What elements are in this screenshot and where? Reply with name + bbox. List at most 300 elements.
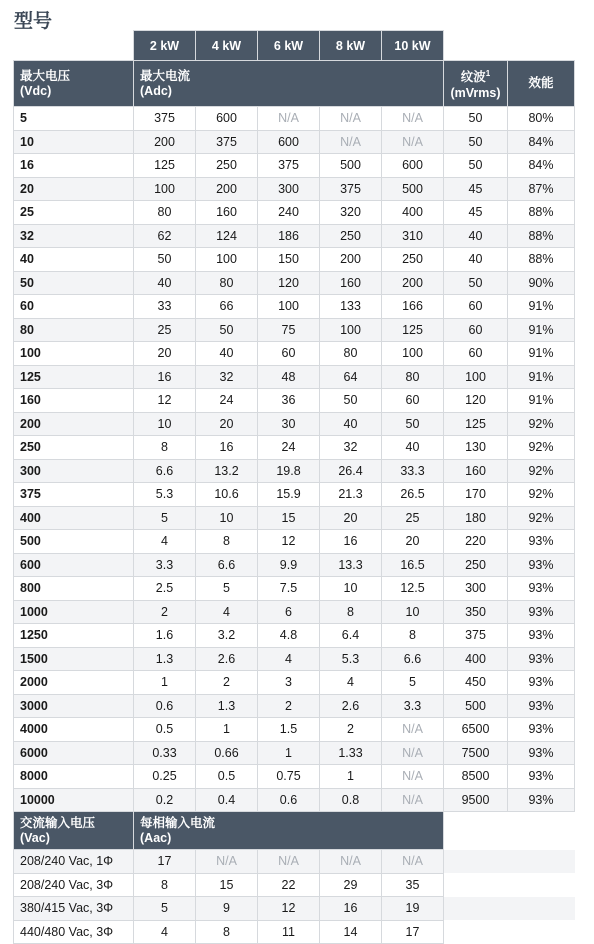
- current-cell: 120: [258, 271, 320, 295]
- current-cell: 19.8: [258, 459, 320, 483]
- current-cell: 12.5: [382, 577, 444, 601]
- ripple-cell: 7500: [444, 741, 508, 765]
- voltage-cell: 375: [14, 483, 134, 507]
- current-cell: 24: [196, 389, 258, 413]
- efficiency-cell: 84%: [508, 130, 575, 154]
- voltage-cell: 60: [14, 295, 134, 319]
- current-cell: 375: [258, 154, 320, 178]
- current-cell: 300: [258, 177, 320, 201]
- current-cell: 36: [258, 389, 320, 413]
- voltage-cell: 800: [14, 577, 134, 601]
- current-cell: 10: [196, 506, 258, 530]
- efficiency-cell: 88%: [508, 201, 575, 225]
- voltage-cell: 5: [14, 107, 134, 131]
- current-cell: 4: [320, 671, 382, 695]
- current-cell: 0.5: [196, 765, 258, 789]
- page-title: 型号: [14, 10, 53, 32]
- voltage-cell: 50: [14, 271, 134, 295]
- current-cell: 2.5: [134, 577, 196, 601]
- table-row: [14, 224, 575, 248]
- current-cell: 4: [196, 600, 258, 624]
- efficiency-cell: 93%: [508, 600, 575, 624]
- current-cell: 166: [382, 295, 444, 319]
- current-cell: 10: [320, 577, 382, 601]
- current-cell: 80: [382, 365, 444, 389]
- efficiency-cell: 93%: [508, 624, 575, 648]
- voltage-cell: 400: [14, 506, 134, 530]
- ripple-cell: 180: [444, 506, 508, 530]
- current-cell: 0.8: [320, 788, 382, 812]
- current-cell: 20: [382, 530, 444, 554]
- voltage-cell: 8000: [14, 765, 134, 789]
- table-row: [14, 248, 575, 272]
- efficiency-cell: 84%: [508, 154, 575, 178]
- ac-current-cell: 14: [320, 920, 382, 944]
- current-cell: N/A: [382, 788, 444, 812]
- current-cell: 62: [134, 224, 196, 248]
- power-header: 4 kW: [196, 31, 258, 61]
- max-voltage-header: [14, 61, 134, 107]
- table-row: [14, 553, 575, 577]
- ripple-cell: 9500: [444, 788, 508, 812]
- current-cell: 26.5: [382, 483, 444, 507]
- efficiency-cell: 92%: [508, 506, 575, 530]
- efficiency-cell: 93%: [508, 741, 575, 765]
- table-row: [14, 459, 575, 483]
- current-cell: 1: [258, 741, 320, 765]
- current-cell: 13.3: [320, 553, 382, 577]
- voltage-cell: 80: [14, 318, 134, 342]
- ripple-cell: 120: [444, 389, 508, 413]
- max-voltage-label: 最大电压: [20, 68, 71, 83]
- current-cell: 1.3: [134, 647, 196, 671]
- ripple-cell: 160: [444, 459, 508, 483]
- table-row: [14, 897, 575, 921]
- current-cell: 6.6: [134, 459, 196, 483]
- current-cell: 8: [134, 436, 196, 460]
- table-row: [14, 788, 575, 812]
- current-cell: 3.2: [196, 624, 258, 648]
- current-cell: 500: [320, 154, 382, 178]
- voltage-cell: 200: [14, 412, 134, 436]
- current-cell: 80: [134, 201, 196, 225]
- efficiency-cell: 88%: [508, 224, 575, 248]
- ripple-cell: 6500: [444, 718, 508, 742]
- ripple-cell: 220: [444, 530, 508, 554]
- current-cell: 25: [134, 318, 196, 342]
- efficiency-cell: 92%: [508, 412, 575, 436]
- ripple-header: [444, 61, 508, 107]
- current-cell: 5: [382, 671, 444, 695]
- table-row: [14, 920, 575, 944]
- current-cell: 20: [320, 506, 382, 530]
- current-cell: 0.6: [134, 694, 196, 718]
- efficiency-cell: 92%: [508, 483, 575, 507]
- current-cell: 3.3: [382, 694, 444, 718]
- current-cell: 2: [196, 671, 258, 695]
- current-cell: 200: [196, 177, 258, 201]
- ac-current-cell: 9: [196, 897, 258, 921]
- voltage-cell: 6000: [14, 741, 134, 765]
- table-row: [14, 130, 575, 154]
- efficiency-cell: 91%: [508, 342, 575, 366]
- table-row: [14, 436, 575, 460]
- current-cell: 16: [320, 530, 382, 554]
- efficiency-cell: 91%: [508, 318, 575, 342]
- ripple-cell: 50: [444, 130, 508, 154]
- ac-current-cell: 4: [134, 920, 196, 944]
- current-cell: 40: [196, 342, 258, 366]
- current-cell: 100: [258, 295, 320, 319]
- ripple-cell: 50: [444, 107, 508, 131]
- ripple-cell: 40: [444, 248, 508, 272]
- current-cell: 33.3: [382, 459, 444, 483]
- ac-current-cell: N/A: [320, 850, 382, 874]
- current-cell: 13.2: [196, 459, 258, 483]
- current-cell: 160: [196, 201, 258, 225]
- current-cell: 100: [134, 177, 196, 201]
- ripple-cell: 60: [444, 295, 508, 319]
- voltage-cell: 125: [14, 365, 134, 389]
- max-current-header: [134, 61, 444, 107]
- efficiency-cell: 91%: [508, 295, 575, 319]
- power-header: 10 kW: [382, 31, 444, 61]
- current-cell: 8: [382, 624, 444, 648]
- current-cell: 0.6: [258, 788, 320, 812]
- table-row: [14, 530, 575, 554]
- current-cell: 4.8: [258, 624, 320, 648]
- table-row: [14, 873, 575, 897]
- ripple-cell: 8500: [444, 765, 508, 789]
- table-row: [14, 154, 575, 178]
- ripple-unit: (mVrms): [450, 85, 501, 100]
- voltage-cell: 4000: [14, 718, 134, 742]
- current-cell: 400: [382, 201, 444, 225]
- table-row: [14, 107, 575, 131]
- ripple-cell: 300: [444, 577, 508, 601]
- current-cell: 21.3: [320, 483, 382, 507]
- table-row: [14, 318, 575, 342]
- ripple-cell: 350: [444, 600, 508, 624]
- efficiency-cell: 91%: [508, 389, 575, 413]
- current-cell: 500: [382, 177, 444, 201]
- current-cell: 2: [134, 600, 196, 624]
- current-cell: 16: [134, 365, 196, 389]
- efficiency-cell: 90%: [508, 271, 575, 295]
- current-cell: 20: [134, 342, 196, 366]
- current-cell: 6: [258, 600, 320, 624]
- ac-current-unit: (Aac): [140, 830, 172, 845]
- current-cell: 375: [320, 177, 382, 201]
- table-row: [14, 647, 575, 671]
- ac-voltage-unit: (Vac): [20, 830, 50, 845]
- current-cell: 375: [196, 130, 258, 154]
- current-cell: 60: [258, 342, 320, 366]
- ripple-cell: 50: [444, 154, 508, 178]
- current-cell: 600: [382, 154, 444, 178]
- current-cell: 24: [258, 436, 320, 460]
- voltage-cell: 1250: [14, 624, 134, 648]
- voltage-cell: 32: [14, 224, 134, 248]
- current-cell: 2.6: [196, 647, 258, 671]
- table-row: [14, 624, 575, 648]
- current-cell: 4: [258, 647, 320, 671]
- current-cell: 6.4: [320, 624, 382, 648]
- table-row: [14, 718, 575, 742]
- table-row: [14, 365, 575, 389]
- current-cell: 32: [196, 365, 258, 389]
- ac-current-cell: 17: [134, 850, 196, 874]
- efficiency-cell: 93%: [508, 718, 575, 742]
- table-row: [14, 295, 575, 319]
- ac-current-cell: 12: [258, 897, 320, 921]
- current-cell: 250: [320, 224, 382, 248]
- efficiency-cell: 93%: [508, 577, 575, 601]
- voltage-cell: 40: [14, 248, 134, 272]
- ac-voltage-cell: 380/415 Vac, 3Φ: [14, 897, 134, 921]
- current-cell: 3: [258, 671, 320, 695]
- power-header: 6 kW: [258, 31, 320, 61]
- current-cell: 40: [320, 412, 382, 436]
- ripple-cell: 400: [444, 647, 508, 671]
- ripple-cell: 450: [444, 671, 508, 695]
- current-cell: N/A: [320, 130, 382, 154]
- max-current-label: 最大电流: [140, 68, 191, 83]
- current-cell: 1: [196, 718, 258, 742]
- table-row: [14, 412, 575, 436]
- current-cell: 1.5: [258, 718, 320, 742]
- current-cell: 50: [320, 389, 382, 413]
- table-row: [14, 506, 575, 530]
- current-cell: 8: [320, 600, 382, 624]
- max-current-unit: (Adc): [140, 83, 172, 98]
- current-cell: 10.6: [196, 483, 258, 507]
- efficiency-cell: 92%: [508, 459, 575, 483]
- current-cell: 2: [258, 694, 320, 718]
- voltage-cell: 25: [14, 201, 134, 225]
- ac-current-cell: 16: [320, 897, 382, 921]
- table-row: [14, 765, 575, 789]
- current-cell: 320: [320, 201, 382, 225]
- current-cell: 250: [196, 154, 258, 178]
- table-row: [14, 671, 575, 695]
- table-row: [14, 271, 575, 295]
- ac-current-cell: 35: [382, 873, 444, 897]
- current-cell: 32: [320, 436, 382, 460]
- current-cell: 600: [196, 107, 258, 131]
- ac-current-cell: N/A: [382, 850, 444, 874]
- current-cell: 0.2: [134, 788, 196, 812]
- current-cell: N/A: [382, 765, 444, 789]
- ac-voltage-cell: 208/240 Vac, 1Φ: [14, 850, 134, 874]
- efficiency-cell: 93%: [508, 530, 575, 554]
- current-cell: N/A: [382, 107, 444, 131]
- table-row: [14, 389, 575, 413]
- current-cell: 124: [196, 224, 258, 248]
- ripple-cell: 50: [444, 271, 508, 295]
- ac-current-header: [134, 812, 444, 850]
- efficiency-cell: 92%: [508, 436, 575, 460]
- efficiency-cell: 93%: [508, 765, 575, 789]
- ripple-label: 纹波: [460, 70, 486, 85]
- efficiency-cell: 93%: [508, 647, 575, 671]
- current-cell: 0.5: [134, 718, 196, 742]
- ac-voltage-label: 交流输入电压: [20, 815, 96, 830]
- table-row: [14, 850, 575, 874]
- current-cell: 50: [196, 318, 258, 342]
- current-cell: 5: [196, 577, 258, 601]
- current-cell: 8: [196, 530, 258, 554]
- ripple-cell: 375: [444, 624, 508, 648]
- ac-current-cell: 15: [196, 873, 258, 897]
- voltage-cell: 250: [14, 436, 134, 460]
- voltage-cell: 600: [14, 553, 134, 577]
- current-cell: 40: [382, 436, 444, 460]
- current-cell: 6.6: [382, 647, 444, 671]
- current-cell: 75: [258, 318, 320, 342]
- current-cell: 7.5: [258, 577, 320, 601]
- voltage-cell: 160: [14, 389, 134, 413]
- table-row: [14, 177, 575, 201]
- voltage-cell: 500: [14, 530, 134, 554]
- ripple-cell: 130: [444, 436, 508, 460]
- max-voltage-unit: (Vdc): [20, 83, 52, 98]
- current-cell: 16.5: [382, 553, 444, 577]
- current-cell: 0.4: [196, 788, 258, 812]
- current-cell: 1.33: [320, 741, 382, 765]
- efficiency-cell: 91%: [508, 365, 575, 389]
- ripple-cell: 500: [444, 694, 508, 718]
- ac-current-cell: N/A: [258, 850, 320, 874]
- current-cell: 125: [382, 318, 444, 342]
- current-cell: 20: [196, 412, 258, 436]
- current-cell: 1.3: [196, 694, 258, 718]
- ripple-cell: 170: [444, 483, 508, 507]
- current-cell: N/A: [382, 741, 444, 765]
- voltage-cell: 10: [14, 130, 134, 154]
- ripple-cell: 125: [444, 412, 508, 436]
- current-cell: 80: [320, 342, 382, 366]
- current-cell: 40: [134, 271, 196, 295]
- voltage-cell: 1000: [14, 600, 134, 624]
- efficiency-cell: 80%: [508, 107, 575, 131]
- ac-voltage-cell: 208/240 Vac, 3Φ: [14, 873, 134, 897]
- table-row: [14, 577, 575, 601]
- voltage-cell: 100: [14, 342, 134, 366]
- current-cell: 12: [258, 530, 320, 554]
- ac-current-cell: 8: [134, 873, 196, 897]
- current-cell: 200: [382, 271, 444, 295]
- current-cell: 50: [382, 412, 444, 436]
- ac-current-cell: 11: [258, 920, 320, 944]
- current-cell: 50: [134, 248, 196, 272]
- current-cell: 60: [382, 389, 444, 413]
- current-cell: 150: [258, 248, 320, 272]
- blank-corner: [14, 31, 134, 61]
- ac-current-cell: 8: [196, 920, 258, 944]
- voltage-cell: 16: [14, 154, 134, 178]
- efficiency-header: 效能: [508, 61, 575, 107]
- current-cell: N/A: [258, 107, 320, 131]
- ac-current-cell: 29: [320, 873, 382, 897]
- ac-current-cell: N/A: [196, 850, 258, 874]
- current-cell: N/A: [382, 130, 444, 154]
- ripple-cell: 40: [444, 224, 508, 248]
- current-cell: 6.6: [196, 553, 258, 577]
- current-cell: 30: [258, 412, 320, 436]
- current-cell: 64: [320, 365, 382, 389]
- current-cell: 125: [134, 154, 196, 178]
- ripple-cell: 60: [444, 318, 508, 342]
- table-row: [14, 741, 575, 765]
- table-row: [14, 600, 575, 624]
- current-cell: 26.4: [320, 459, 382, 483]
- current-cell: 100: [320, 318, 382, 342]
- model-spec-table: [13, 30, 575, 944]
- current-cell: 200: [320, 248, 382, 272]
- current-cell: 600: [258, 130, 320, 154]
- ripple-cell: 45: [444, 177, 508, 201]
- current-cell: 0.33: [134, 741, 196, 765]
- current-cell: 0.75: [258, 765, 320, 789]
- ripple-cell: 45: [444, 201, 508, 225]
- current-cell: 240: [258, 201, 320, 225]
- efficiency-cell: 88%: [508, 248, 575, 272]
- current-cell: 186: [258, 224, 320, 248]
- current-cell: 0.66: [196, 741, 258, 765]
- current-cell: 48: [258, 365, 320, 389]
- current-cell: 5: [134, 506, 196, 530]
- current-cell: 25: [382, 506, 444, 530]
- ac-current-label: 每相输入电流: [140, 815, 216, 830]
- current-cell: 133: [320, 295, 382, 319]
- voltage-cell: 20: [14, 177, 134, 201]
- current-cell: 1: [320, 765, 382, 789]
- current-cell: 12: [134, 389, 196, 413]
- current-cell: N/A: [320, 107, 382, 131]
- table-row: [14, 694, 575, 718]
- voltage-cell: 2000: [14, 671, 134, 695]
- table-row: [14, 342, 575, 366]
- ripple-footnote: 1: [485, 69, 491, 79]
- efficiency-cell: 87%: [508, 177, 575, 201]
- power-header: 8 kW: [320, 31, 382, 61]
- ac-current-cell: 22: [258, 873, 320, 897]
- current-cell: 2: [320, 718, 382, 742]
- current-cell: 375: [134, 107, 196, 131]
- voltage-cell: 1500: [14, 647, 134, 671]
- voltage-cell: 10000: [14, 788, 134, 812]
- efficiency-cell: 93%: [508, 671, 575, 695]
- ac-current-cell: 17: [382, 920, 444, 944]
- table-row: [14, 201, 575, 225]
- current-cell: 100: [196, 248, 258, 272]
- current-cell: 200: [134, 130, 196, 154]
- efficiency-cell: 93%: [508, 553, 575, 577]
- efficiency-cell: 93%: [508, 694, 575, 718]
- ripple-cell: 100: [444, 365, 508, 389]
- current-cell: 3.3: [134, 553, 196, 577]
- ac-current-cell: 19: [382, 897, 444, 921]
- table-row: [14, 483, 575, 507]
- ac-voltage-header: [14, 812, 134, 850]
- ripple-cell: 60: [444, 342, 508, 366]
- current-cell: 1.6: [134, 624, 196, 648]
- ripple-cell: 250: [444, 553, 508, 577]
- current-cell: 10: [134, 412, 196, 436]
- current-cell: 250: [382, 248, 444, 272]
- current-cell: 310: [382, 224, 444, 248]
